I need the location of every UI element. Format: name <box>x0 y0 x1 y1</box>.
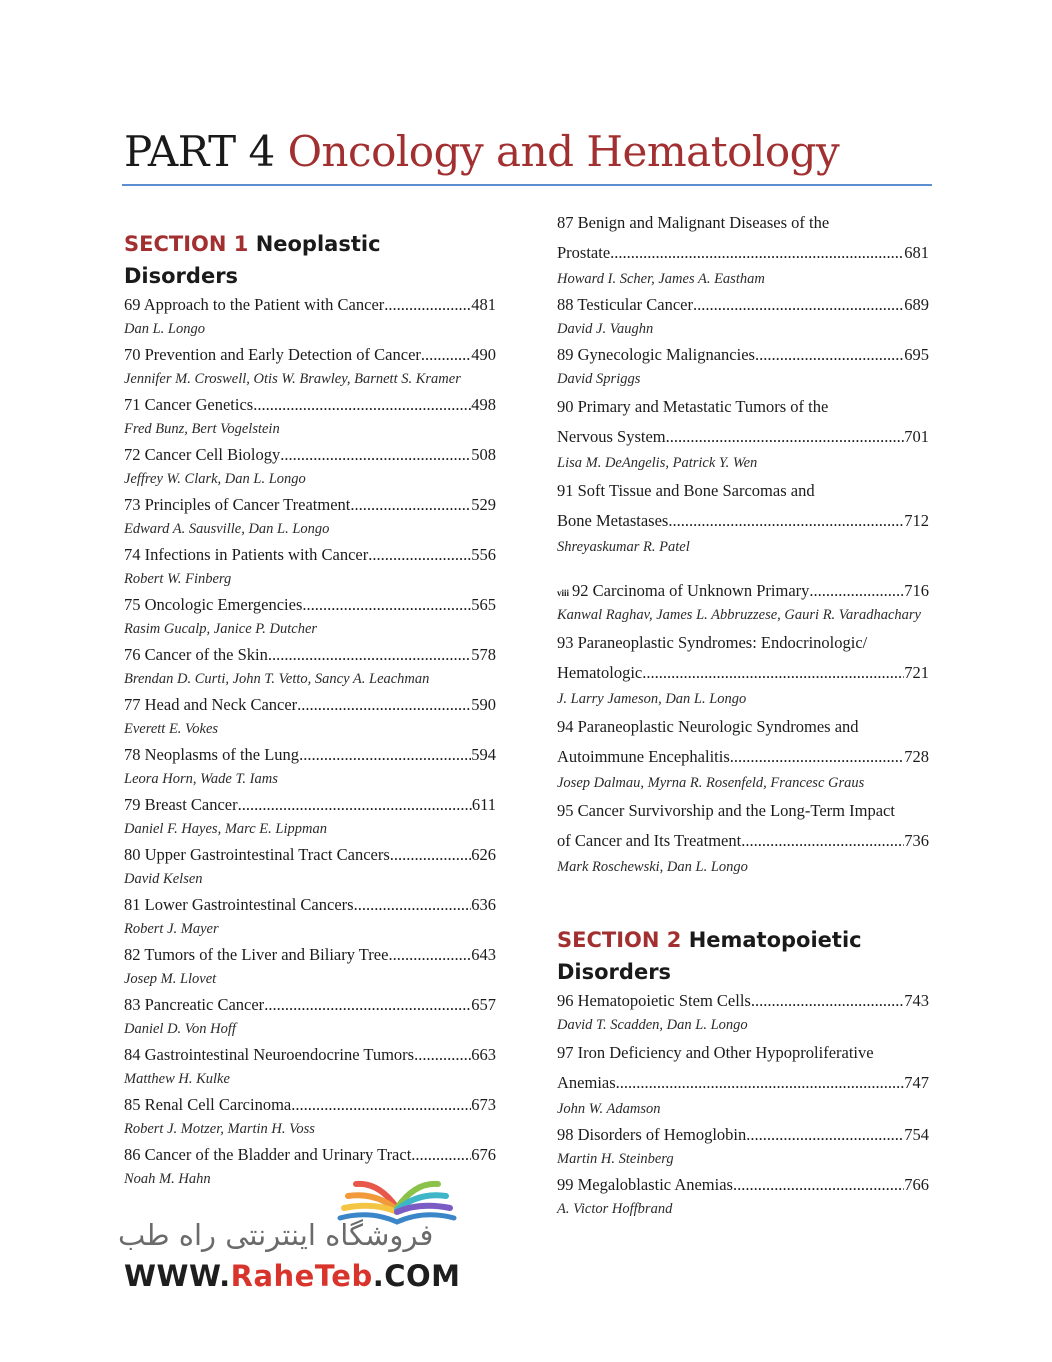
chapter-number: 76 <box>124 645 141 664</box>
entry-heading-last-line <box>557 422 929 451</box>
toc-entry[interactable] <box>557 476 929 558</box>
chapter-authors: Howard I. Scher, James A. Eastham <box>557 271 765 287</box>
chapter-number: 73 <box>124 495 141 514</box>
chapter-number: 71 <box>124 395 141 414</box>
section-1-title: Neoplastic Disorders <box>124 232 381 288</box>
page-number: 689 <box>904 295 929 314</box>
chapter-title: Renal Cell Carcinoma <box>144 1095 292 1114</box>
toc-entry[interactable] <box>557 578 929 626</box>
toc-entry[interactable] <box>124 292 496 340</box>
dot-leader <box>264 992 471 1017</box>
watermark-url-suffix: .COM <box>372 1259 461 1293</box>
entry-heading-first-line <box>557 712 929 742</box>
entry-heading-text <box>124 492 350 517</box>
page-number: 611 <box>471 795 496 814</box>
chapter-title: Upper Gastrointestinal Tract Cancers <box>144 845 390 864</box>
dot-leader <box>746 1122 904 1147</box>
page-number: 743 <box>904 991 929 1010</box>
dot-leader <box>302 592 471 617</box>
chapter-title: Cancer Survivorship and the Long-Term Impact <box>577 801 895 820</box>
entry-heading-last-line <box>557 658 929 687</box>
chapter-authors: David T. Scadden, Dan L. Longo <box>557 1017 748 1033</box>
chapter-authors: Josep Dalmau, Myrna R. Rosenfeld, Francesc Graus <box>557 775 865 791</box>
toc-entry[interactable] <box>124 692 496 740</box>
chapter-title: Cancer of the Bladder and Urinary Tract <box>144 1145 412 1164</box>
toc-entry[interactable] <box>124 492 496 540</box>
chapter-number: 86 <box>124 1145 141 1164</box>
dot-leader <box>388 942 471 967</box>
chapter-title-continued: Prostate <box>557 243 611 262</box>
chapter-authors: Shreyaskumar R. Patel <box>557 539 690 555</box>
page-number: 481 <box>471 295 496 314</box>
entry-heading-first-line <box>557 1038 929 1068</box>
entry-heading-last-line <box>557 826 929 855</box>
toc-entry[interactable] <box>124 942 496 990</box>
dot-leader <box>730 742 904 771</box>
toc-entry[interactable] <box>124 1042 496 1090</box>
entry-heading-text <box>124 292 384 317</box>
toc-right-column <box>557 208 929 1222</box>
section-2-entries <box>557 988 929 1220</box>
page-number: 626 <box>471 845 496 864</box>
page-number: 712 <box>904 511 929 530</box>
chapter-title: Hematopoietic Stem Cells <box>577 991 751 1010</box>
entry-heading-first-line <box>557 628 929 658</box>
chapter-title: Primary and Metastatic Tumors of the <box>577 397 829 416</box>
chapter-title: Gastrointestinal Neuroendocrine Tumors <box>144 1045 415 1064</box>
entry-heading-text <box>557 1172 733 1197</box>
chapter-title: Testicular Cancer <box>577 295 693 314</box>
toc-entry[interactable] <box>557 342 929 390</box>
chapter-number: 77 <box>124 695 141 714</box>
page-number: 590 <box>471 695 496 714</box>
dot-leader <box>610 238 904 267</box>
chapter-number: 85 <box>124 1095 141 1114</box>
page-number: 716 <box>904 581 929 600</box>
entry-heading-text <box>124 542 368 567</box>
dot-leader <box>741 826 904 855</box>
chapter-title: Disorders of Hemoglobin <box>577 1125 747 1144</box>
page-number: 766 <box>904 1175 929 1194</box>
dot-leader <box>280 442 471 467</box>
toc-entry[interactable] <box>557 1172 929 1220</box>
dot-leader <box>297 692 471 717</box>
section-1-entries <box>124 292 496 1190</box>
entry-heading-line <box>124 1142 496 1167</box>
entry-heading-text <box>124 442 280 467</box>
chapter-authors: Daniel F. Hayes, Marc E. Lippman <box>124 821 327 837</box>
page-number: 508 <box>471 445 496 464</box>
chapter-title: Infections in Patients with Cancer <box>144 545 369 564</box>
chapter-authors: Lisa M. DeAngelis, Patrick Y. Wen <box>557 455 758 471</box>
chapter-number: 83 <box>124 995 141 1014</box>
toc-entry[interactable] <box>124 992 496 1040</box>
chapter-title: Oncologic Emergencies <box>144 595 303 614</box>
chapter-title: Benign and Malignant Diseases of the <box>577 213 830 232</box>
chapter-number: 96 <box>557 991 574 1010</box>
page-number: 657 <box>471 995 496 1014</box>
entry-heading-last-line <box>557 506 929 535</box>
toc-entry[interactable] <box>124 342 496 390</box>
chapter-authors: Fred Bunz, Bert Vogelstein <box>124 421 280 437</box>
page-number: 728 <box>904 747 929 766</box>
entry-heading-text <box>124 792 238 817</box>
chapter-title: Lower Gastrointestinal Cancers <box>144 895 354 914</box>
entry-heading-text <box>557 1122 746 1147</box>
entry-heading-text <box>124 642 268 667</box>
chapter-title: Gynecologic Malignancies <box>577 345 755 364</box>
section-2-label: SECTION 2 <box>557 928 682 952</box>
entry-heading-line <box>124 692 496 717</box>
chapter-authors: John W. Adamson <box>557 1101 661 1117</box>
chapter-title: Megaloblastic Anemias <box>577 1175 733 1194</box>
entry-heading-first-line <box>557 796 929 826</box>
chapter-authors: Robert W. Finberg <box>124 571 232 587</box>
dot-leader <box>414 1042 471 1067</box>
entry-heading-text <box>124 992 264 1017</box>
entry-heading-text <box>557 292 693 317</box>
chapter-number: 80 <box>124 845 141 864</box>
page-number: 695 <box>904 345 929 364</box>
dot-leader <box>354 892 472 917</box>
chapter-title-continued: Anemias <box>557 1073 616 1092</box>
entry-heading-text <box>124 342 421 367</box>
entry-heading-line <box>557 1172 929 1197</box>
dot-leader <box>755 342 904 367</box>
dot-leader <box>411 1142 471 1167</box>
entry-heading-text <box>124 742 299 767</box>
page-number: 490 <box>471 345 496 364</box>
entry-heading-text <box>557 342 755 367</box>
entry-heading-line <box>124 542 496 567</box>
chapter-authors: David Spriggs <box>557 371 641 387</box>
chapter-title: Carcinoma of Unknown Primary <box>592 581 810 600</box>
dot-leader <box>350 492 471 517</box>
dot-leader <box>733 1172 904 1197</box>
page-number: 594 <box>471 745 496 764</box>
entry-heading-text <box>124 392 253 417</box>
chapter-number: 88 <box>557 295 574 314</box>
entry-heading-line <box>124 642 496 667</box>
dot-leader <box>616 1068 905 1097</box>
page-number: 529 <box>471 495 496 514</box>
chapter-number: 89 <box>557 345 574 364</box>
toc-entry[interactable] <box>124 842 496 890</box>
page-number: 673 <box>471 1095 496 1114</box>
toc-entry[interactable] <box>557 988 929 1036</box>
dot-leader <box>421 342 471 367</box>
entry-heading-line <box>124 992 496 1017</box>
page-number: 681 <box>904 243 929 262</box>
chapter-authors: Brendan D. Curti, John T. Vetto, Sancy A. Leachman <box>124 671 430 687</box>
page-number: 498 <box>471 395 496 414</box>
toc-entry[interactable] <box>124 392 496 440</box>
chapter-title-continued: of Cancer and Its Treatment <box>557 831 742 850</box>
chapter-number: 92 <box>572 581 589 600</box>
toc-entry[interactable] <box>124 642 496 690</box>
chapter-number: 82 <box>124 945 141 964</box>
chapter-number: 75 <box>124 595 141 614</box>
chapter-title: Tumors of the Liver and Biliary Tree <box>144 945 389 964</box>
dot-leader <box>384 292 471 317</box>
entry-heading-text <box>124 1142 411 1167</box>
chapter-title: Soft Tissue and Bone Sarcomas and <box>577 481 815 500</box>
chapter-number: 98 <box>557 1125 574 1144</box>
dot-leader <box>390 842 471 867</box>
toc-entry[interactable] <box>124 592 496 640</box>
chapter-authors: Jennifer M. Croswell, Otis W. Brawley, Barnett S. Kramer <box>124 371 461 387</box>
entry-heading-line <box>557 342 929 367</box>
chapter-number: 72 <box>124 445 141 464</box>
entry-heading-line <box>124 892 496 917</box>
page-number: 663 <box>471 1045 496 1064</box>
entry-heading-last-line <box>557 1068 929 1097</box>
chapter-number: 74 <box>124 545 141 564</box>
chapter-authors: Robert J. Mayer <box>124 921 219 937</box>
dot-leader <box>238 792 472 817</box>
entry-heading-line <box>124 1092 496 1117</box>
dot-leader <box>642 658 904 687</box>
chapter-authors: David Kelsen <box>124 871 203 887</box>
part-name: Oncology and Hematology <box>287 127 840 176</box>
entry-spacer <box>557 560 929 578</box>
chapter-authors: Matthew H. Kulke <box>124 1071 230 1087</box>
chapter-authors: Rasim Gucalp, Janice P. Dutcher <box>124 621 318 637</box>
chapter-authors: Mark Roschewski, Dan L. Longo <box>557 859 748 875</box>
page-number: 701 <box>904 427 929 446</box>
chapter-title: Paraneoplastic Syndromes: Endocrinologic/ <box>577 633 868 652</box>
chapter-number: 84 <box>124 1045 141 1064</box>
toc-entry[interactable] <box>557 1122 929 1170</box>
chapter-authors: Leora Horn, Wade T. Iams <box>124 771 278 787</box>
entry-heading-line <box>124 942 496 967</box>
toc-entry[interactable] <box>124 542 496 590</box>
page-number: 754 <box>904 1125 929 1144</box>
entry-heading-text <box>124 1092 291 1117</box>
page-number: 747 <box>904 1073 929 1092</box>
chapter-number: 99 <box>557 1175 574 1194</box>
watermark-url[interactable] <box>124 1259 461 1293</box>
entry-heading-line <box>124 492 496 517</box>
toc-entry[interactable] <box>124 892 496 940</box>
toc-entry[interactable] <box>124 742 496 790</box>
section-1-entries-continued <box>557 208 929 878</box>
chapter-number: 78 <box>124 745 141 764</box>
chapter-number: 94 <box>557 717 574 736</box>
entry-heading-text <box>124 592 302 617</box>
entry-heading-text <box>124 942 388 967</box>
entry-heading-line <box>124 842 496 867</box>
entry-heading-text <box>557 988 751 1013</box>
entry-heading-line <box>124 392 496 417</box>
entry-heading-line <box>124 592 496 617</box>
toc-left-column <box>124 228 496 1192</box>
toc-entry[interactable] <box>557 712 929 794</box>
entry-heading-line <box>557 988 929 1013</box>
entry-heading-line <box>124 342 496 367</box>
watermark-url-brand: RaheTeb <box>230 1259 373 1293</box>
chapter-authors: Josep M. Llovet <box>124 971 217 987</box>
chapter-authors: A. Victor Hoffbrand <box>557 1201 673 1217</box>
entry-heading-line <box>557 292 929 317</box>
toc-entry[interactable] <box>557 796 929 878</box>
chapter-number: 70 <box>124 345 141 364</box>
page-number: 636 <box>471 895 496 914</box>
chapter-title-continued: Hematologic <box>557 663 643 682</box>
chapter-number: 69 <box>124 295 141 314</box>
page-number: 676 <box>471 1145 496 1164</box>
chapter-authors: Noah M. Hahn <box>124 1171 211 1187</box>
page-number: 556 <box>471 545 496 564</box>
entry-heading-line <box>124 742 496 767</box>
section-1-label: SECTION 1 <box>124 232 249 256</box>
entry-heading-last-line <box>557 742 929 771</box>
chapter-authors: Robert J. Motzer, Martin H. Voss <box>124 1121 315 1137</box>
chapter-authors: Kanwal Raghav, James L. Abbruzzese, Gauri R. Varadhachary <box>557 607 921 623</box>
section-2-title: Hematopoietic Disorders <box>557 928 862 984</box>
chapter-title: Cancer Genetics <box>144 395 254 414</box>
section-2-heading <box>557 924 929 988</box>
dot-leader <box>751 988 904 1013</box>
toc-entry[interactable] <box>557 292 929 340</box>
dot-leader <box>668 506 904 535</box>
chapter-title-continued: Autoimmune Encephalitis <box>557 747 730 766</box>
entry-heading-line <box>124 1042 496 1067</box>
page-number: 721 <box>904 663 929 682</box>
chapter-number: 91 <box>557 481 574 500</box>
watermark-persian-text: فروشگاه اینترنتی راه طب <box>118 1218 434 1252</box>
dot-leader <box>268 642 471 667</box>
toc-entry[interactable] <box>557 1038 929 1120</box>
chapter-title: Head and Neck Cancer <box>144 695 298 714</box>
entry-heading-text <box>124 842 390 867</box>
chapter-title-continued: Nervous System <box>557 427 666 446</box>
dot-leader <box>253 392 471 417</box>
title-rule <box>122 184 932 186</box>
entry-heading-last-line <box>557 238 929 267</box>
chapter-title: Breast Cancer <box>144 795 238 814</box>
toc-entry[interactable] <box>124 442 496 490</box>
chapter-authors: Everett E. Vokes <box>124 721 219 737</box>
dot-leader <box>299 742 471 767</box>
chapter-number: 87 <box>557 213 574 232</box>
page-number: 565 <box>471 595 496 614</box>
chapter-number: 93 <box>557 633 574 652</box>
dot-leader <box>368 542 471 567</box>
chapter-authors: David J. Vaughn <box>557 321 654 337</box>
chapter-title: Iron Deficiency and Other Hypoproliferative <box>577 1043 874 1062</box>
chapter-authors: Edward A. Sausville, Dan L. Longo <box>124 521 330 537</box>
section-1-heading <box>124 228 496 292</box>
dot-leader <box>666 422 905 451</box>
chapter-authors: Daniel D. Von Hoff <box>124 1021 236 1037</box>
chapter-number: 95 <box>557 801 574 820</box>
entry-heading-line <box>557 1122 929 1147</box>
entry-heading-line <box>124 292 496 317</box>
chapter-title: Approach to the Patient with Cancer <box>143 295 385 314</box>
dot-leader <box>693 292 904 317</box>
chapter-authors: Jeffrey W. Clark, Dan L. Longo <box>124 471 306 487</box>
chapter-title-continued: Bone Metastases <box>557 511 669 530</box>
page-number: 643 <box>471 945 496 964</box>
page-number: 578 <box>471 645 496 664</box>
entry-heading-text <box>124 892 354 917</box>
toc-entry[interactable] <box>124 1092 496 1140</box>
watermark-url-prefix: WWW. <box>124 1259 231 1293</box>
entry-heading-line <box>557 578 929 603</box>
page-marker: viii <box>557 588 570 598</box>
chapter-authors: J. Larry Jameson, Dan L. Longo <box>557 691 747 707</box>
chapter-title: Cancer Cell Biology <box>144 445 281 464</box>
dot-leader <box>291 1092 471 1117</box>
toc-entry[interactable] <box>557 628 929 710</box>
toc-entry[interactable] <box>557 208 929 290</box>
chapter-title: Paraneoplastic Neurologic Syndromes and <box>577 717 859 736</box>
entry-heading-text <box>124 692 297 717</box>
chapter-title: Pancreatic Cancer <box>144 995 265 1014</box>
chapter-title: Cancer of the Skin <box>144 645 268 664</box>
entry-heading-first-line <box>557 208 929 238</box>
chapter-title: Principles of Cancer Treatment <box>144 495 351 514</box>
toc-entry[interactable] <box>124 792 496 840</box>
dot-leader <box>809 578 904 603</box>
entry-heading-first-line <box>557 392 929 422</box>
entry-heading-first-line <box>557 476 929 506</box>
part-title <box>124 124 839 180</box>
toc-entry[interactable] <box>557 392 929 474</box>
entry-heading-text <box>557 578 809 606</box>
entry-heading-text <box>124 1042 414 1067</box>
chapter-title: Prevention and Early Detection of Cancer <box>144 345 421 364</box>
page-number: 736 <box>904 831 929 850</box>
entry-heading-line <box>124 442 496 467</box>
part-label: PART 4 <box>124 127 275 176</box>
chapter-number: 90 <box>557 397 574 416</box>
chapter-authors: Dan L. Longo <box>124 321 205 337</box>
chapter-number: 97 <box>557 1043 574 1062</box>
entry-heading-line <box>124 792 496 817</box>
chapter-number: 81 <box>124 895 141 914</box>
chapter-number: 79 <box>124 795 141 814</box>
chapter-authors: Martin H. Steinberg <box>557 1151 674 1167</box>
chapter-title: Neoplasms of the Lung <box>144 745 300 764</box>
